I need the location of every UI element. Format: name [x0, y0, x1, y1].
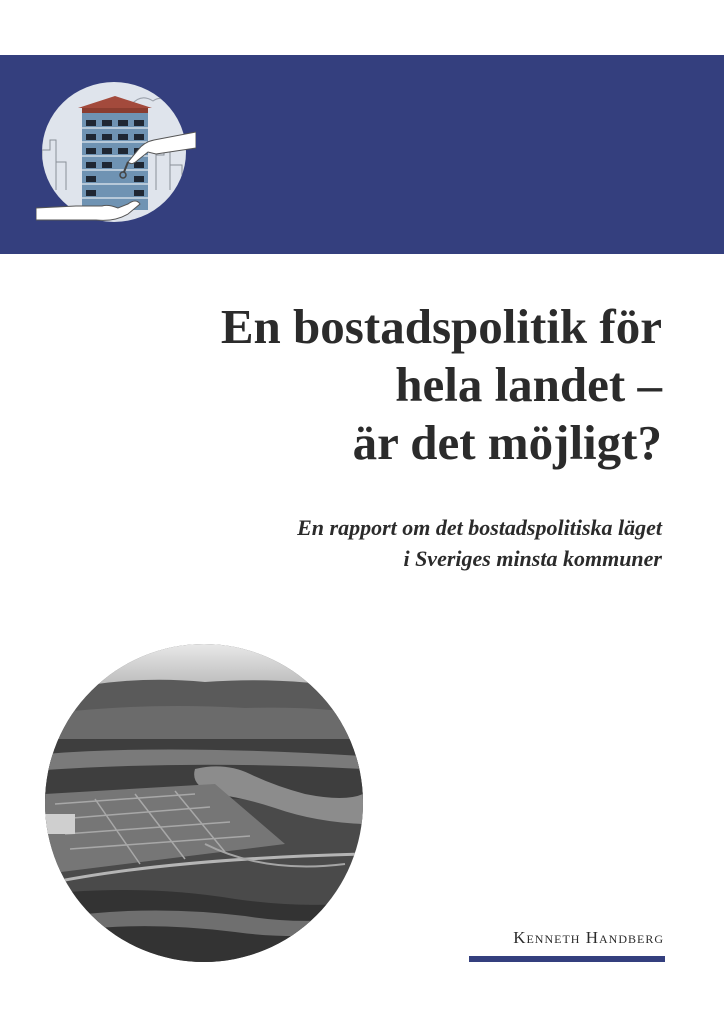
- report-title: [22, 298, 662, 472]
- subtitle-line-1: En rapport om det bostadspolitiska läget: [297, 515, 662, 540]
- author-underline: [469, 956, 665, 962]
- subtitle-line-2: i Sveriges minsta kommuner: [403, 546, 662, 571]
- title-line-2: hela landet –: [395, 357, 662, 412]
- aerial-town-photo-icon: [45, 644, 363, 962]
- title-line-1: En bostadspolitik för: [220, 299, 662, 354]
- report-subtitle: [62, 512, 662, 574]
- housing-handshake-logo-icon: [36, 80, 196, 228]
- author-name: Kenneth Handberg: [513, 928, 664, 947]
- title-line-3: är det möjligt?: [352, 415, 662, 470]
